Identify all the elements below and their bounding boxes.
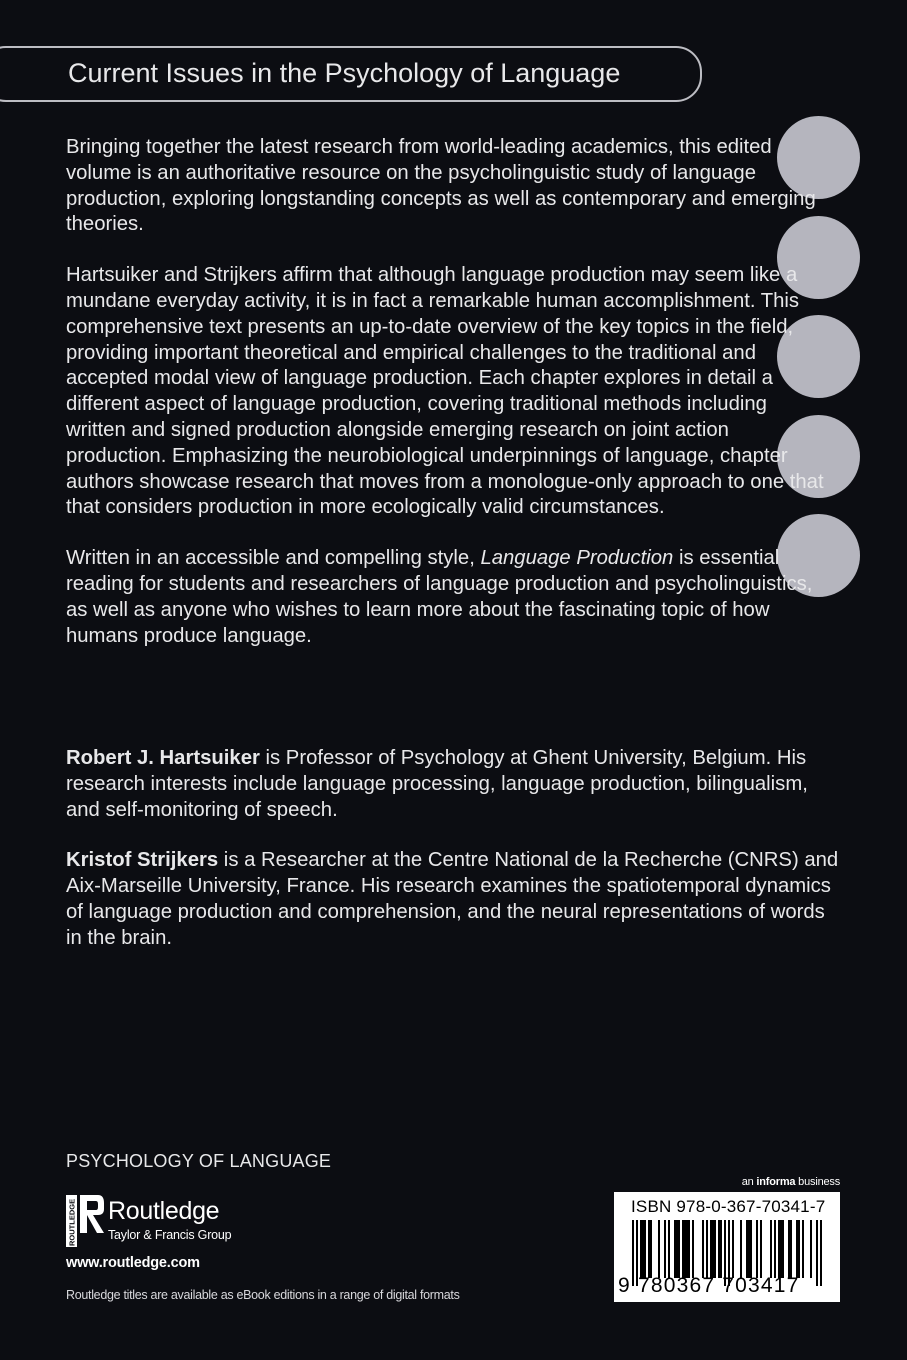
barcode-bar <box>688 1220 690 1278</box>
barcode-bar <box>740 1220 742 1278</box>
barcode-bar <box>820 1220 822 1286</box>
barcode-bar <box>770 1220 772 1278</box>
barcode-bar <box>746 1220 748 1278</box>
ean-right-group: 703417 <box>722 1274 800 1297</box>
description-p3-after: is essential reading for students and researchers of language production and psycholinguistics, as well as anyone who wishes to learn more about the fascinating topic of how humans produce language. <box>66 547 813 647</box>
barcode-bar <box>816 1220 818 1286</box>
subject-category: PSYCHOLOGY OF LANGUAGE <box>66 1151 332 1171</box>
barcode-bar <box>760 1220 762 1278</box>
barcode-bar <box>644 1220 646 1278</box>
author-bio <box>66 746 846 823</box>
author-name: Kristof Strijkers <box>66 849 219 872</box>
informa-brand: informa <box>756 1176 796 1188</box>
isbn-label: ISBN 978-0-367-70341-7 <box>631 1197 826 1216</box>
barcode-bar <box>668 1220 670 1278</box>
author-bio-text: is a Researcher at the Centre National de la Recherche (CNRS) and Aix-Marseille University, France. His research examines the spatiotemporal dynamics of language production and comprehension, and the neural representations of words in the brain. <box>66 849 839 949</box>
author-bio-text: is Professor of Psychology at Ghent University, Belgium. His research interests include language processing, language production, bilingualism, and self-monitoring of speech. <box>66 747 808 821</box>
barcode-bar <box>706 1220 708 1278</box>
ean-digits <box>618 1274 800 1298</box>
description-paragraph-1: Bringing together the latest research from world-leading academics, this edited volume is an authoritative resource on the psycholinguistic study of language production, exploring longstanding concepts as well as contemporary and emerging theories. <box>66 136 816 236</box>
barcode-bar <box>658 1220 660 1278</box>
barcode-bar <box>798 1220 800 1278</box>
description-p3-before: Written in an accessible and compelling style, <box>66 547 481 570</box>
barcode-bar <box>788 1220 790 1278</box>
barcode-bar <box>782 1220 784 1278</box>
barcode-bar <box>702 1220 704 1278</box>
series-title: Current Issues in the Psychology of Language <box>68 58 621 88</box>
barcode-bar <box>750 1220 752 1278</box>
logo-vertical-text: ROUTLEDGE <box>67 1198 77 1246</box>
barcode-bar <box>710 1220 712 1278</box>
barcode-bar <box>684 1220 686 1278</box>
informa-business-tag <box>742 1176 840 1188</box>
barcode-bar <box>756 1220 758 1278</box>
barcode-bar <box>648 1220 650 1278</box>
barcode-bar <box>802 1220 804 1278</box>
author-name: Robert J. Hartsuiker <box>66 747 260 769</box>
barcode-bar <box>682 1220 684 1278</box>
author-bios <box>66 746 846 977</box>
barcode-bar <box>678 1220 680 1278</box>
barcode-bar <box>692 1220 694 1278</box>
barcode-bar <box>796 1220 798 1278</box>
barcode-bar <box>642 1220 644 1278</box>
description-paragraph-2: Hartsuiker and Strijkers affirm that although language production may seem like a mundane everyday activity, it is in fact a remarkable human accomplishment. This comprehensive text presents an up-to-date overview of the key topics in the field, providing important theoretical and empirical challenges to the traditional and accepted modal view of language production. Each chapter explores in detail a different aspect of language production, covering traditional methods including written and signed production alongside emerging research on joint action production. Emphasizing the neurobiological underpinnings of language, chapter authors showcase research that moves from a monologue-only approach to one that that considers production in more ecologically valid circumstances. <box>66 264 824 519</box>
barcode-bar <box>664 1220 666 1278</box>
barcode-bar <box>790 1220 792 1278</box>
ebook-availability-note: Routledge titles are available as eBook editions in a range of digital formats <box>66 1288 460 1302</box>
isbn-barcode <box>614 1192 840 1302</box>
description-paragraph-3 <box>66 546 826 649</box>
ean-first-digit: 9 <box>618 1274 631 1297</box>
informa-suffix: business <box>795 1176 840 1188</box>
author-bio <box>66 848 846 951</box>
barcode-bar <box>810 1220 812 1278</box>
barcode-bar <box>712 1220 714 1278</box>
publisher-name: Routledge <box>108 1197 220 1225</box>
barcode-bar <box>676 1220 678 1278</box>
barcode-bar <box>714 1220 716 1278</box>
informa-prefix: an <box>741 1176 757 1188</box>
barcode-bar <box>640 1220 642 1278</box>
publisher-website[interactable]: www.routledge.com <box>66 1255 200 1271</box>
barcode-bar <box>774 1220 776 1278</box>
barcode-bar <box>780 1220 782 1278</box>
barcode-bar <box>686 1220 688 1278</box>
barcode-bar <box>718 1220 720 1278</box>
book-description <box>66 135 826 649</box>
barcode-bar <box>748 1220 750 1278</box>
barcode-bar <box>732 1220 734 1278</box>
ean-left-group: 780367 <box>637 1274 716 1297</box>
publisher-group: Taylor & Francis Group <box>108 1228 232 1242</box>
barcode-bar <box>778 1220 780 1278</box>
book-title-italic: Language Production <box>480 547 674 570</box>
barcode-bar <box>674 1220 676 1278</box>
barcode-bar <box>650 1220 652 1278</box>
barcode-bar <box>720 1220 722 1278</box>
